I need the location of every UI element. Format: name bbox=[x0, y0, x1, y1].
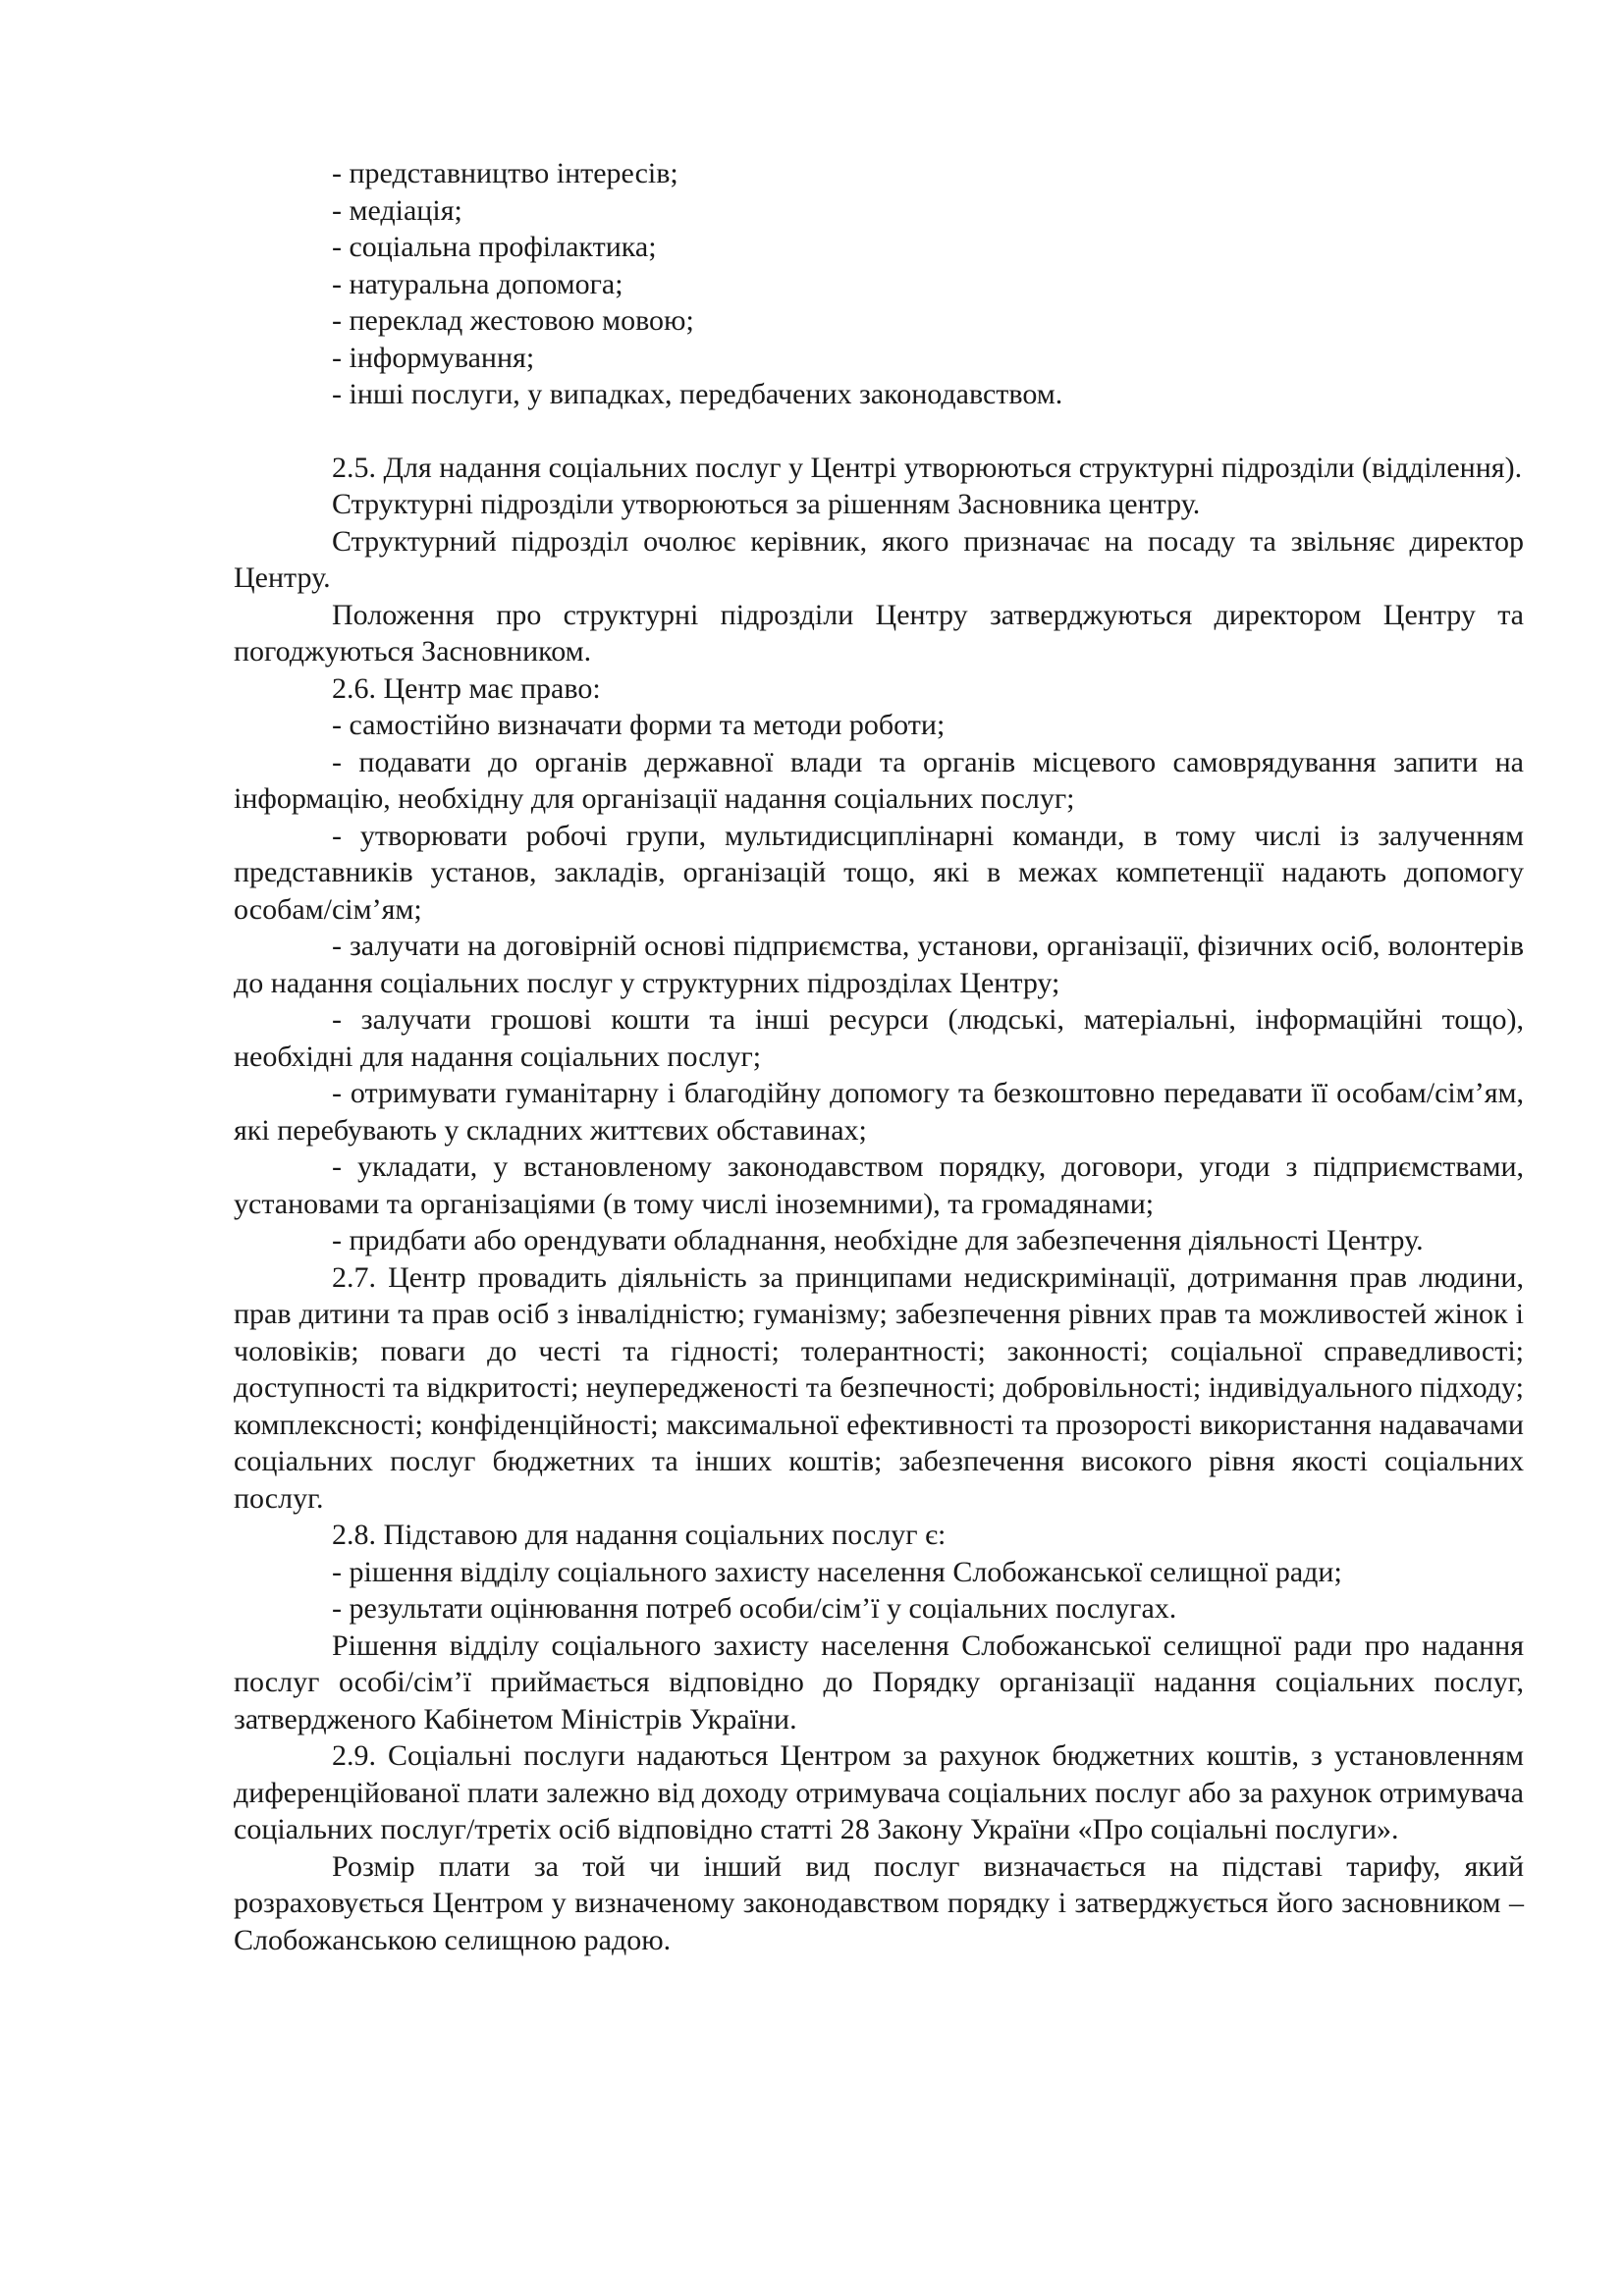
basis-item: - результати оцінювання потреб особи/сім’ї у соціальних послугах. bbox=[332, 1592, 1177, 1625]
section-spacer bbox=[234, 413, 1524, 450]
list-item: - соціальна профілактика; bbox=[332, 231, 657, 263]
paragraph: Розмір плати за той чи інший вид послуг визначається на підставі тарифу, який розраховується Центром у визначеному законодавством порядку і затверджується його засновником – Слобожанською селищною радою. bbox=[234, 1849, 1524, 1956]
paragraph: Структурні підрозділи утворюються за рішенням Засновника центру. bbox=[332, 488, 1201, 520]
rights-item: - придбати або орендувати обладнання, необхідне для забезпечення діяльності Центру. bbox=[332, 1224, 1424, 1256]
services-list bbox=[234, 155, 1524, 413]
list-item: - представництво інтересів; bbox=[332, 157, 678, 189]
list-item: - інші послуги, у випадках, передбачених законодавством. bbox=[332, 378, 1063, 410]
list-item: - інформування; bbox=[332, 341, 535, 374]
rights-item: - самостійно визначати форми та методи роботи; bbox=[332, 709, 946, 741]
rights-item: - подавати до органів державної влади та органів місцевого самоврядування запити на інформацію, необхідну для організації надання соціальних послуг; bbox=[234, 745, 1524, 815]
rights-item: - утворювати робочі групи, мультидисциплінарні команди, в тому числі із залученням представників установ, закладів, організацій тощо, які в межах компетенції надають допомогу особам/сім’ям; bbox=[234, 819, 1524, 926]
paragraph-2-7: 2.7. Центр провадить діяльність за принципами недискримінації, дотримання прав людини, прав дитини та прав осіб з інвалідністю; гуманізму; забезпечення рівних прав та можливостей жінок і чоловіків; поваги до честі та гідності; толерантності; законності; соціальної справедливості; доступності та відкритості; неупередженості та безпечності; добровільності; індивідуального підходу; комплексності; конфіденційності; максимальної ефективності та прозорості використання надавачами соціальних послуг бюджетних та інших коштів; забезпечення високого рівня якості соціальних послуг. bbox=[234, 1260, 1524, 1515]
basis-item: - рішення відділу соціального захисту населення Слобожанської селищної ради; bbox=[332, 1555, 1342, 1588]
paragraph-2-9: 2.9. Соціальні послуги надаються Центром за рахунок бюджетних коштів, з установленням диференційованої плати залежно від доходу отримувача соціальних послуг або за рахунок отримувача соціальних послуг/третіх осіб відповідно статті 28 Закону України «Про соціальні послуги». bbox=[234, 1739, 1524, 1845]
paragraph-2-8: 2.8. Підставою для надання соціальних послуг є: bbox=[332, 1519, 947, 1551]
paragraph-2-5: 2.5. Для надання соціальних послуг у Центрі утворюються структурні підрозділи (відділення). bbox=[332, 451, 1523, 484]
rights-item: - отримувати гуманітарну і благодійну допомогу та безкоштовно передавати її особам/сім’ям, які перебувають у складних життєвих обставинах; bbox=[234, 1077, 1524, 1147]
rights-item: - укладати, у встановленому законодавством порядку, договори, угоди з підприємствами, установами та організаціями (в тому числі іноземними), та громадянами; bbox=[234, 1150, 1524, 1220]
list-item: - медіація; bbox=[332, 193, 462, 227]
document-body bbox=[234, 450, 1524, 1959]
paragraph: Структурний підрозділ очолює керівник, якого призначає на посаду та звільняє директор Центру. bbox=[234, 524, 1524, 594]
paragraph: Положення про структурні підрозділи Центру затверджуються директором Центру та погоджуються Засновником. bbox=[234, 598, 1524, 667]
rights-item: - залучати на договірній основі підприємства, установи, організації, фізичних осіб, волонтерів до надання соціальних послуг у структурних підрозділах Центру; bbox=[234, 930, 1524, 999]
list-item: - переклад жестовою мовою; bbox=[332, 304, 694, 337]
document-page bbox=[234, 155, 1524, 1958]
paragraph: Рішення відділу соціального захисту населення Слобожанської селищної ради про надання послуг особі/сім’ї приймається відповідно до Порядку організації надання соціальних послуг, затвердженого Кабінетом Міністрів України. bbox=[234, 1629, 1524, 1735]
rights-item: - залучати грошові кошти та інші ресурси (людські, матеріальні, інформаційні тощо), необхідні для надання соціальних послуг; bbox=[234, 1003, 1524, 1073]
list-item: - натуральна допомога; bbox=[332, 267, 623, 300]
paragraph-2-6: 2.6. Центр має право: bbox=[332, 671, 601, 705]
